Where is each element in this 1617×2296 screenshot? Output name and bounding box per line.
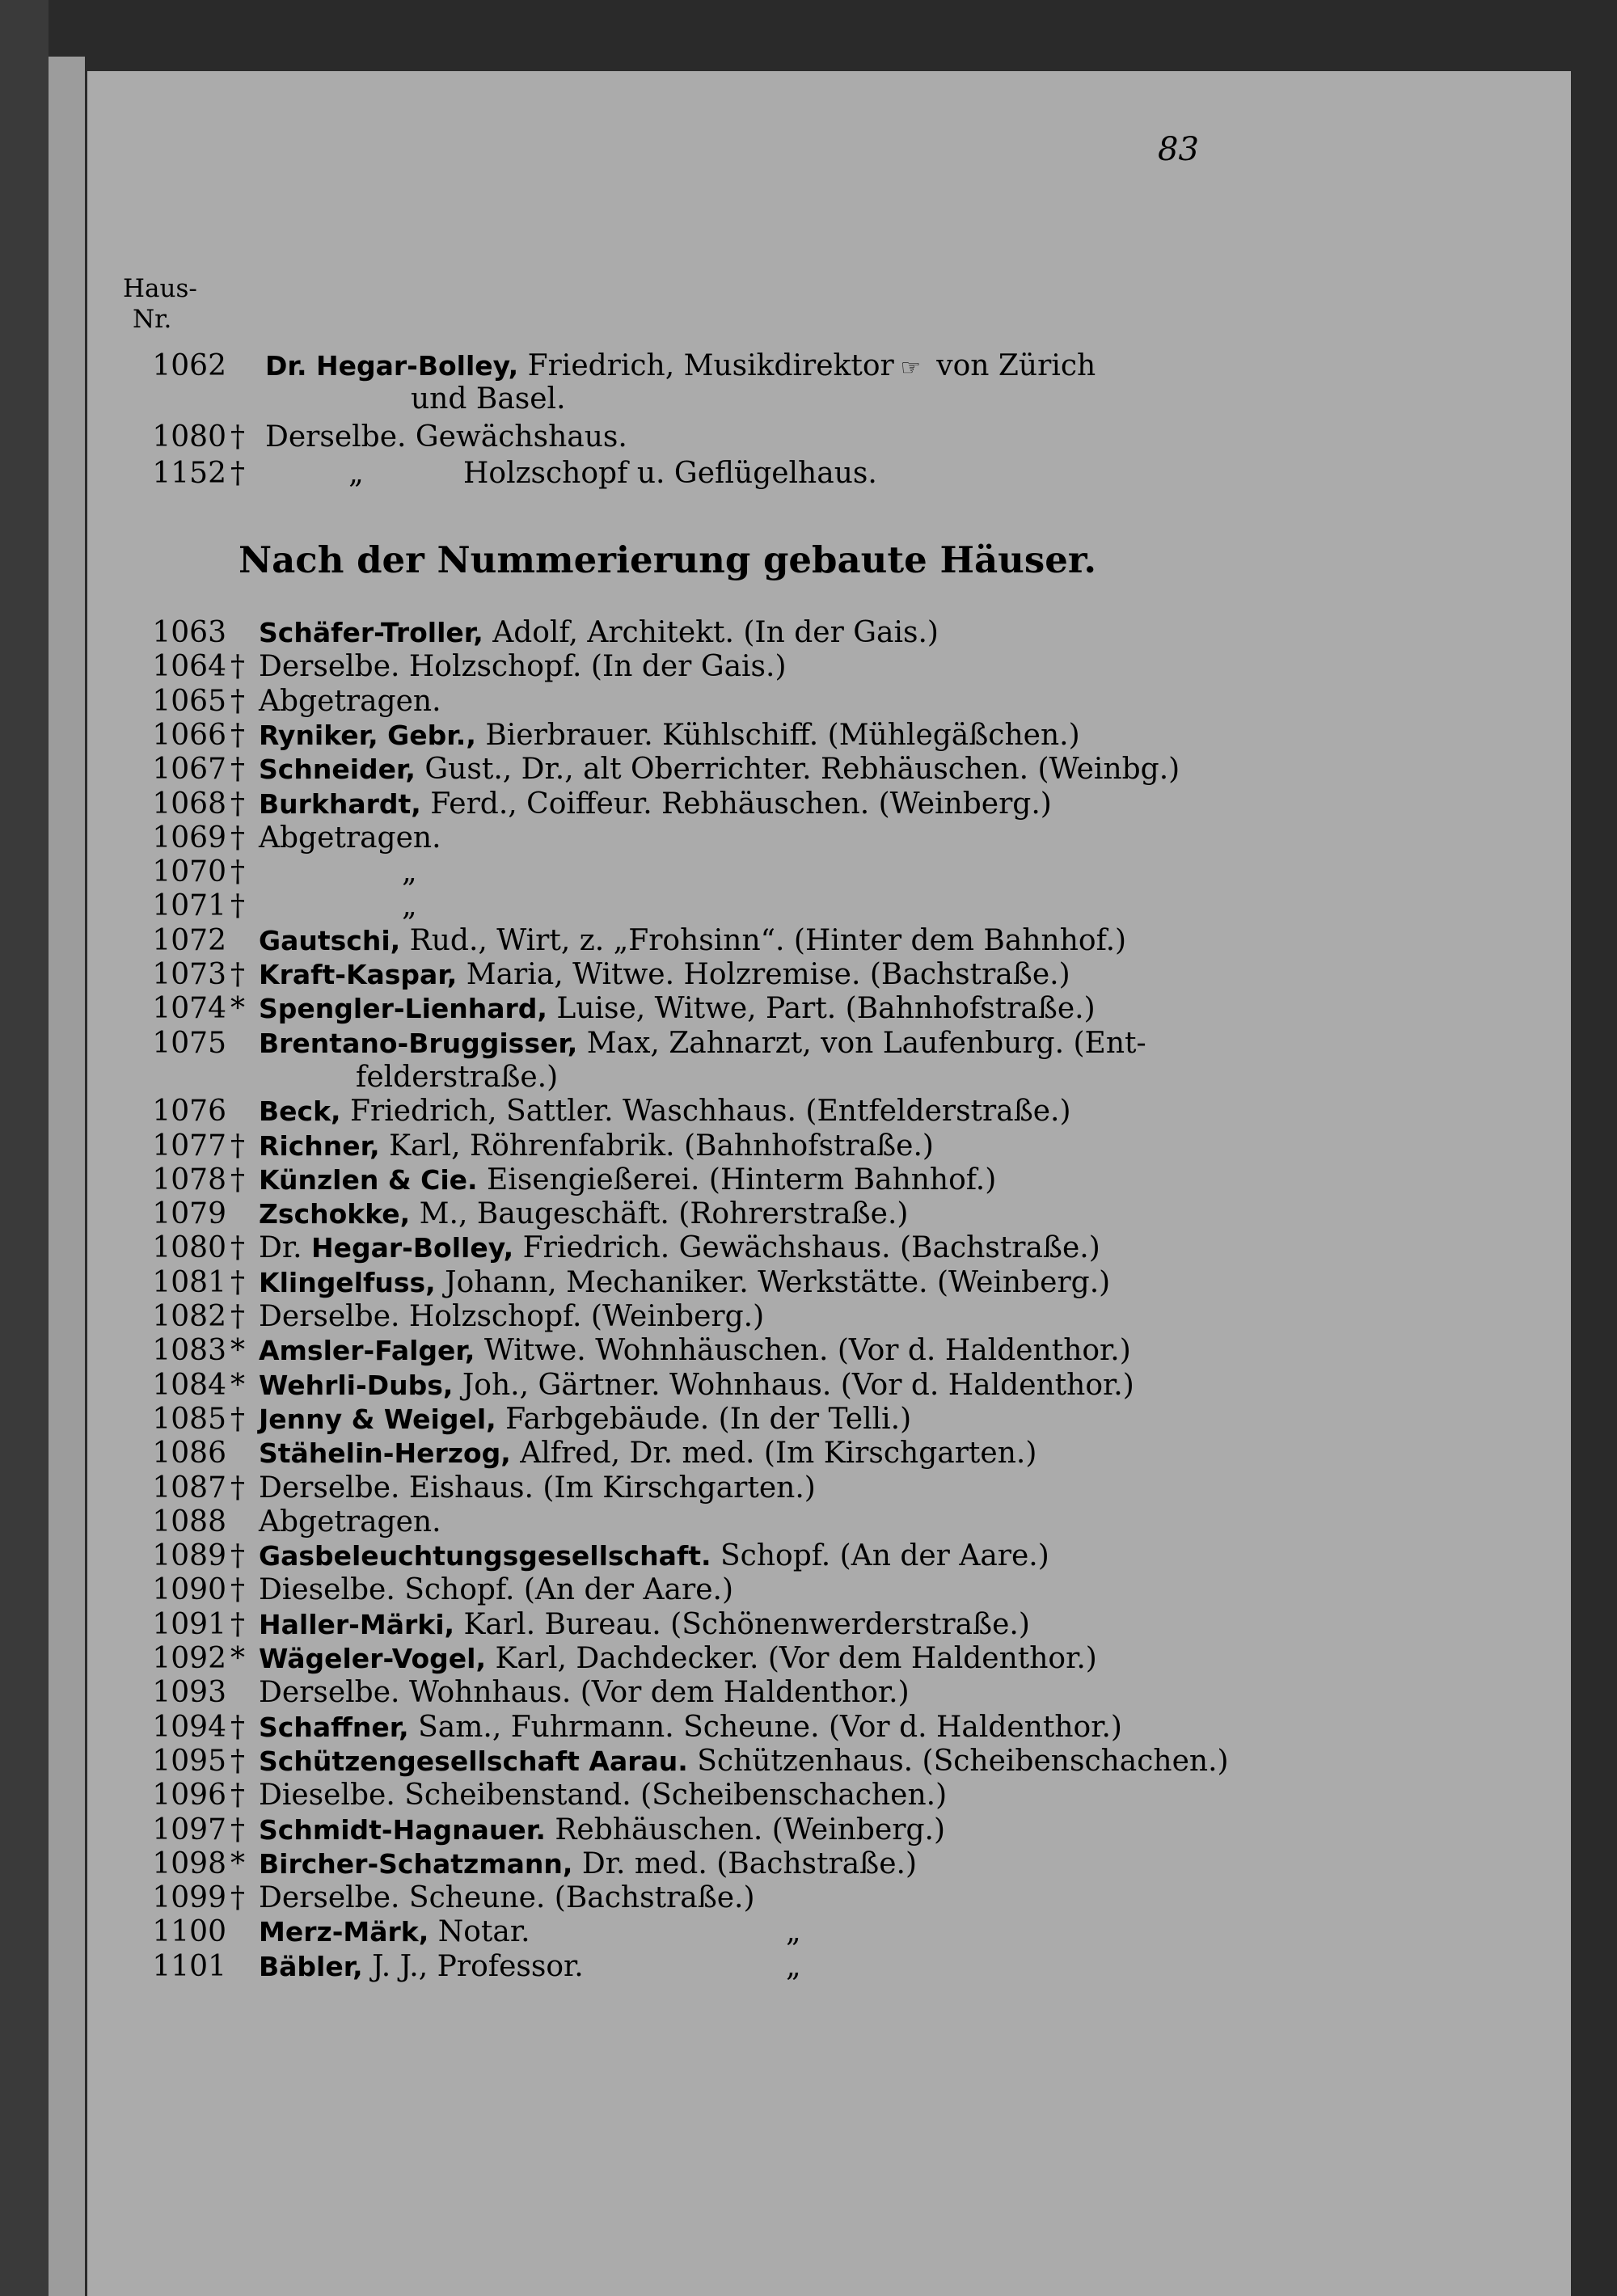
entry-mark: †	[230, 650, 245, 683]
entry-mark: †	[230, 1129, 245, 1163]
book-gutter	[0, 0, 49, 2296]
entry-name: Künzlen & Cie.	[259, 1164, 478, 1196]
house-number: 1063	[152, 616, 226, 649]
entry-mark: †	[230, 1711, 245, 1744]
house-number: 1073	[152, 958, 226, 991]
house-number: 1079	[152, 1197, 226, 1230]
entry-text: M., Baugeschäft. (Rohrerstraße.)	[410, 1197, 909, 1230]
entry-row	[123, 348, 1096, 385]
entry-name: Burkhardt,	[259, 788, 421, 820]
entry-text: Adolf, Architekt. (In der Gais.)	[483, 616, 939, 649]
entry-name: Dr. Hegar-Bolley,	[265, 350, 519, 382]
house-number: 1094	[152, 1711, 226, 1744]
entry-row	[123, 1880, 755, 1917]
entry-text: Abgetragen.	[259, 685, 441, 718]
entry-name: Bircher-Schatzmann,	[259, 1848, 573, 1880]
entry-continuation: felderstraße.)	[356, 1061, 559, 1094]
entry-text: Derselbe. Wohnhaus. (Vor dem Haldenthor.)	[259, 1676, 910, 1709]
entry-text: Schützenhaus. (Scheibenschachen.)	[687, 1745, 1229, 1778]
entry-name: Gasbeleuchtungsgesellschaft.	[259, 1540, 711, 1572]
entry-mark: *	[230, 1847, 245, 1880]
entry-text: Notar.	[429, 1915, 530, 1948]
entry-row	[123, 1264, 1110, 1302]
entry-name: Bäbler,	[259, 1951, 363, 1982]
entry-row	[123, 786, 1052, 823]
column-header-line-1: Haus-	[123, 274, 197, 303]
entry-row	[123, 922, 1126, 960]
ditto-mark: „	[348, 457, 364, 490]
entry-mark: *	[230, 1334, 245, 1367]
ditto-mark: „	[402, 889, 417, 922]
house-number: 1068	[152, 787, 226, 821]
entry-mark: †	[230, 1881, 245, 1914]
entry-continuation: und Basel.	[411, 382, 566, 416]
entry-row	[123, 751, 1180, 788]
entry-text: Friedrich. Gewächshaus. (Bachstraße.)	[513, 1231, 1100, 1264]
entry-mark: †	[230, 1300, 245, 1333]
entry-text: Dieselbe. Scheibenstand. (Scheibenschachen.)	[259, 1779, 948, 1812]
entry-mark: †	[230, 1539, 245, 1572]
entry-mark: †	[230, 821, 245, 855]
house-number: 1093	[152, 1676, 226, 1709]
entry-text: Derselbe. Eishaus. (Im Kirschgarten.)	[259, 1471, 816, 1505]
entry-text: Rebhäuschen. (Weinberg.)	[545, 1813, 946, 1847]
entry-name: Amsler-Falger,	[259, 1335, 475, 1366]
entry-name: Kraft-Kaspar,	[259, 959, 458, 990]
house-number: 1075	[152, 1027, 226, 1060]
house-number: 1087	[152, 1471, 226, 1505]
entry-row	[123, 1846, 917, 1883]
entry-name: Zschokke,	[259, 1198, 411, 1230]
entry-name: Schaffner,	[259, 1711, 409, 1743]
entry-text: Schopf. (An der Aare.)	[711, 1539, 1049, 1572]
entry-name: Schützengesellschaft Aarau.	[259, 1745, 688, 1777]
ditto-mark: „	[786, 1915, 801, 1948]
entry-text: J. J., Professor.	[362, 1950, 584, 1983]
house-number: 1080	[152, 420, 226, 454]
house-number: 1097	[152, 1813, 226, 1847]
entry-row	[123, 1504, 441, 1541]
entry-text: Friedrich, Musikdirektor	[518, 349, 894, 382]
entry-text: Holzschopf u. Geflügelhaus.	[463, 457, 877, 490]
entry-mark: *	[230, 992, 245, 1025]
house-number: 1067	[152, 753, 226, 786]
entry-row	[123, 1093, 1071, 1130]
house-number: 1066	[152, 719, 226, 752]
house-number: 1064	[152, 650, 226, 683]
entry-name: Schneider,	[259, 753, 416, 785]
entry-text: Max, Zahnarzt, von Laufenburg. (Ent-	[577, 1027, 1146, 1060]
entry-row	[123, 1470, 816, 1507]
entry-text: Alfred, Dr. med. (Im Kirschgarten.)	[510, 1437, 1037, 1470]
entry-name: Merz-Märk,	[259, 1916, 429, 1948]
entry-row	[123, 1435, 1036, 1472]
entry-name: Schmidt-Hagnauer.	[259, 1814, 546, 1846]
house-number: 1086	[152, 1437, 226, 1470]
house-number: 1095	[152, 1745, 226, 1778]
entry-text: Dr. med. (Bachstraße.)	[572, 1847, 917, 1880]
entry-row	[123, 1674, 910, 1711]
house-number: 1071	[152, 889, 226, 922]
house-number: 1098	[152, 1847, 226, 1880]
entry-name: Schäfer-Troller,	[259, 617, 483, 648]
house-number: 1062	[152, 349, 226, 382]
house-number: 1096	[152, 1779, 226, 1812]
entry-text: Rud., Wirt, z. „Frohsinn“. (Hinter dem Bahnhof.)	[400, 924, 1127, 957]
entry-text: Karl. Bureau. (Schönenwerderstraße.)	[454, 1608, 1030, 1641]
entry-name: Wehrli-Dubs,	[259, 1370, 454, 1401]
entry-row	[123, 1128, 934, 1165]
entry-text: Derselbe. Holzschopf. (In der Gais.)	[259, 650, 787, 683]
entry-row	[123, 888, 417, 925]
house-number: 1089	[152, 1539, 226, 1572]
entry-text: Ferd., Coiffeur. Rebhäuschen. (Weinberg.)	[420, 787, 1052, 821]
entry-name: Richner,	[259, 1130, 380, 1162]
entry-text: Karl, Dachdecker. (Vor dem Haldenthor.)	[486, 1642, 1097, 1675]
entry-mark: †	[230, 1745, 245, 1778]
entry-name: Wägeler-Vogel,	[259, 1643, 487, 1674]
ditto-mark: „	[786, 1950, 801, 1983]
entry-text: Dieselbe. Schopf. (An der Aare.)	[259, 1573, 734, 1606]
entry-text: Dr.	[259, 1231, 312, 1264]
entry-mark: †	[230, 1608, 245, 1641]
entry-name: Brentano-Bruggisser,	[259, 1028, 578, 1059]
entry-row	[123, 1401, 911, 1438]
entry-text: Derselbe. Holzschopf. (Weinberg.)	[259, 1300, 765, 1333]
entry-mark: †	[230, 889, 245, 922]
ditto-mark: „	[402, 855, 417, 888]
entry-text: Friedrich, Sattler. Waschhaus. (Entfelderstraße.)	[340, 1095, 1071, 1128]
entry-row	[123, 1367, 1134, 1404]
house-number: 1088	[152, 1505, 226, 1538]
house-number: 1090	[152, 1573, 226, 1606]
entry-mark: †	[230, 719, 245, 752]
house-number: 1078	[152, 1163, 226, 1197]
house-number: 1152	[152, 457, 226, 490]
house-number: 1084	[152, 1369, 226, 1402]
entry-mark: †	[230, 1779, 245, 1812]
entry-text: Maria, Witwe. Holzremise. (Bachstraße.)	[457, 958, 1070, 991]
entry-name: Beck,	[259, 1095, 341, 1127]
entry-row	[123, 956, 1070, 994]
entry-row	[123, 820, 441, 857]
entry-text: Johann, Mechaniker. Werkstätte. (Weinberg.)	[435, 1266, 1111, 1299]
entry-text: Abgetragen.	[259, 1505, 441, 1538]
entry-mark: *	[230, 1369, 245, 1402]
house-number: 1076	[152, 1095, 226, 1128]
entry-row	[123, 614, 939, 652]
entry-row	[123, 1332, 1131, 1370]
entry-row	[123, 1640, 1097, 1678]
entry-mark: †	[230, 958, 245, 991]
entry-name: Haller-Märki,	[259, 1609, 455, 1640]
entry-name: Ryniker, Gebr.,	[259, 720, 476, 751]
house-number: 1077	[152, 1129, 226, 1163]
entry-text: Bierbrauer. Kühlschiff. (Mühlegäßchen.)	[475, 719, 1080, 752]
entry-row	[123, 1025, 1146, 1062]
entry-name: Stähelin-Herzog,	[259, 1437, 511, 1469]
house-number: 1082	[152, 1300, 226, 1333]
pointing-hand-icon: ☞	[900, 354, 921, 381]
previous-page-edge	[49, 57, 85, 2296]
entry-mark: †	[230, 1266, 245, 1299]
entry-text: Sam., Fuhrmann. Scheune. (Vor d. Haldenthor.)	[408, 1711, 1122, 1744]
entry-mark: *	[230, 1642, 245, 1675]
column-header-line-2: Nr.	[133, 305, 172, 334]
house-number: 1091	[152, 1608, 226, 1641]
entry-mark: †	[230, 855, 245, 888]
house-number: 1085	[152, 1403, 226, 1436]
entry-row	[123, 1709, 1122, 1746]
entry-row	[123, 1162, 996, 1199]
house-number: 1081	[152, 1266, 226, 1299]
entry-mark: †	[230, 1231, 245, 1264]
entry-text: Eisengießerei. (Hinterm Bahnhof.)	[477, 1163, 997, 1197]
entry-mark: †	[230, 753, 245, 786]
entry-row	[123, 1606, 1030, 1644]
entry-text: Gust., Dr., alt Oberrichter. Rebhäuschen. (Weinbg.)	[415, 753, 1180, 786]
entry-mark: †	[230, 1471, 245, 1505]
entry-text: Joh., Gärtner. Wohnhaus. (Vor d. Haldenthor.)	[453, 1369, 1134, 1402]
entry-mark: †	[230, 1813, 245, 1847]
entry-row	[123, 1298, 764, 1336]
page-number: 83	[1158, 131, 1199, 168]
entry-name: Spengler-Lienhard,	[259, 993, 547, 1024]
entry-row	[123, 1948, 801, 1986]
entry-row	[123, 1777, 947, 1814]
section-heading: Nach der Nummerierung gebaute Häuser.	[239, 538, 1097, 581]
entry-name: Jenny & Weigel,	[259, 1403, 496, 1435]
house-number: 1099	[152, 1881, 226, 1914]
entry-name: Gautschi,	[259, 925, 401, 956]
house-number: 1069	[152, 821, 226, 855]
entry-row	[123, 1538, 1049, 1575]
entry-row	[123, 1812, 945, 1849]
entry-row	[123, 717, 1080, 754]
entry-mark: †	[230, 685, 245, 718]
entry-text: Derselbe. Gewächshaus.	[265, 420, 627, 454]
entry-text-after-icon: von Zürich	[927, 349, 1096, 382]
entry-mark: †	[230, 457, 245, 490]
entry-mark: †	[230, 787, 245, 821]
house-number: 1072	[152, 924, 226, 957]
house-number: 1083	[152, 1334, 226, 1367]
entry-row	[123, 455, 877, 492]
entry-row	[123, 1743, 1229, 1780]
house-number: 1080	[152, 1231, 226, 1264]
house-number: 1101	[152, 1950, 226, 1983]
entry-text: Karl, Röhrenfabrik. (Bahnhofstraße.)	[379, 1129, 934, 1163]
entry-text: Farbgebäude. (In der Telli.)	[496, 1403, 912, 1436]
column-header	[123, 273, 197, 335]
entry-name: Hegar-Bolley,	[311, 1232, 514, 1264]
entry-row	[123, 854, 417, 891]
house-number: 1074	[152, 992, 226, 1025]
entry-text: Luise, Witwe, Part. (Bahnhofstraße.)	[547, 992, 1096, 1025]
house-number: 1100	[152, 1915, 226, 1948]
entry-row	[123, 419, 627, 456]
entry-mark: †	[230, 420, 245, 454]
house-number: 1070	[152, 855, 226, 888]
house-number: 1065	[152, 685, 226, 718]
entry-row	[123, 990, 1096, 1028]
entry-name: Klingelfuss,	[259, 1267, 436, 1298]
entry-mark: †	[230, 1403, 245, 1436]
entry-row	[123, 1230, 1100, 1267]
entry-row	[123, 683, 441, 720]
entry-row	[123, 648, 787, 686]
entry-text: Derselbe. Scheune. (Bachstraße.)	[259, 1881, 755, 1914]
entry-row	[123, 1196, 908, 1233]
entry-mark: †	[230, 1573, 245, 1606]
house-number: 1092	[152, 1642, 226, 1675]
entry-row	[123, 1572, 733, 1609]
entry-row	[123, 1914, 801, 1951]
entry-text: Witwe. Wohnhäuschen. (Vor d. Haldenthor.)	[475, 1334, 1131, 1367]
entry-text: Abgetragen.	[259, 821, 441, 855]
entry-mark: †	[230, 1163, 245, 1197]
